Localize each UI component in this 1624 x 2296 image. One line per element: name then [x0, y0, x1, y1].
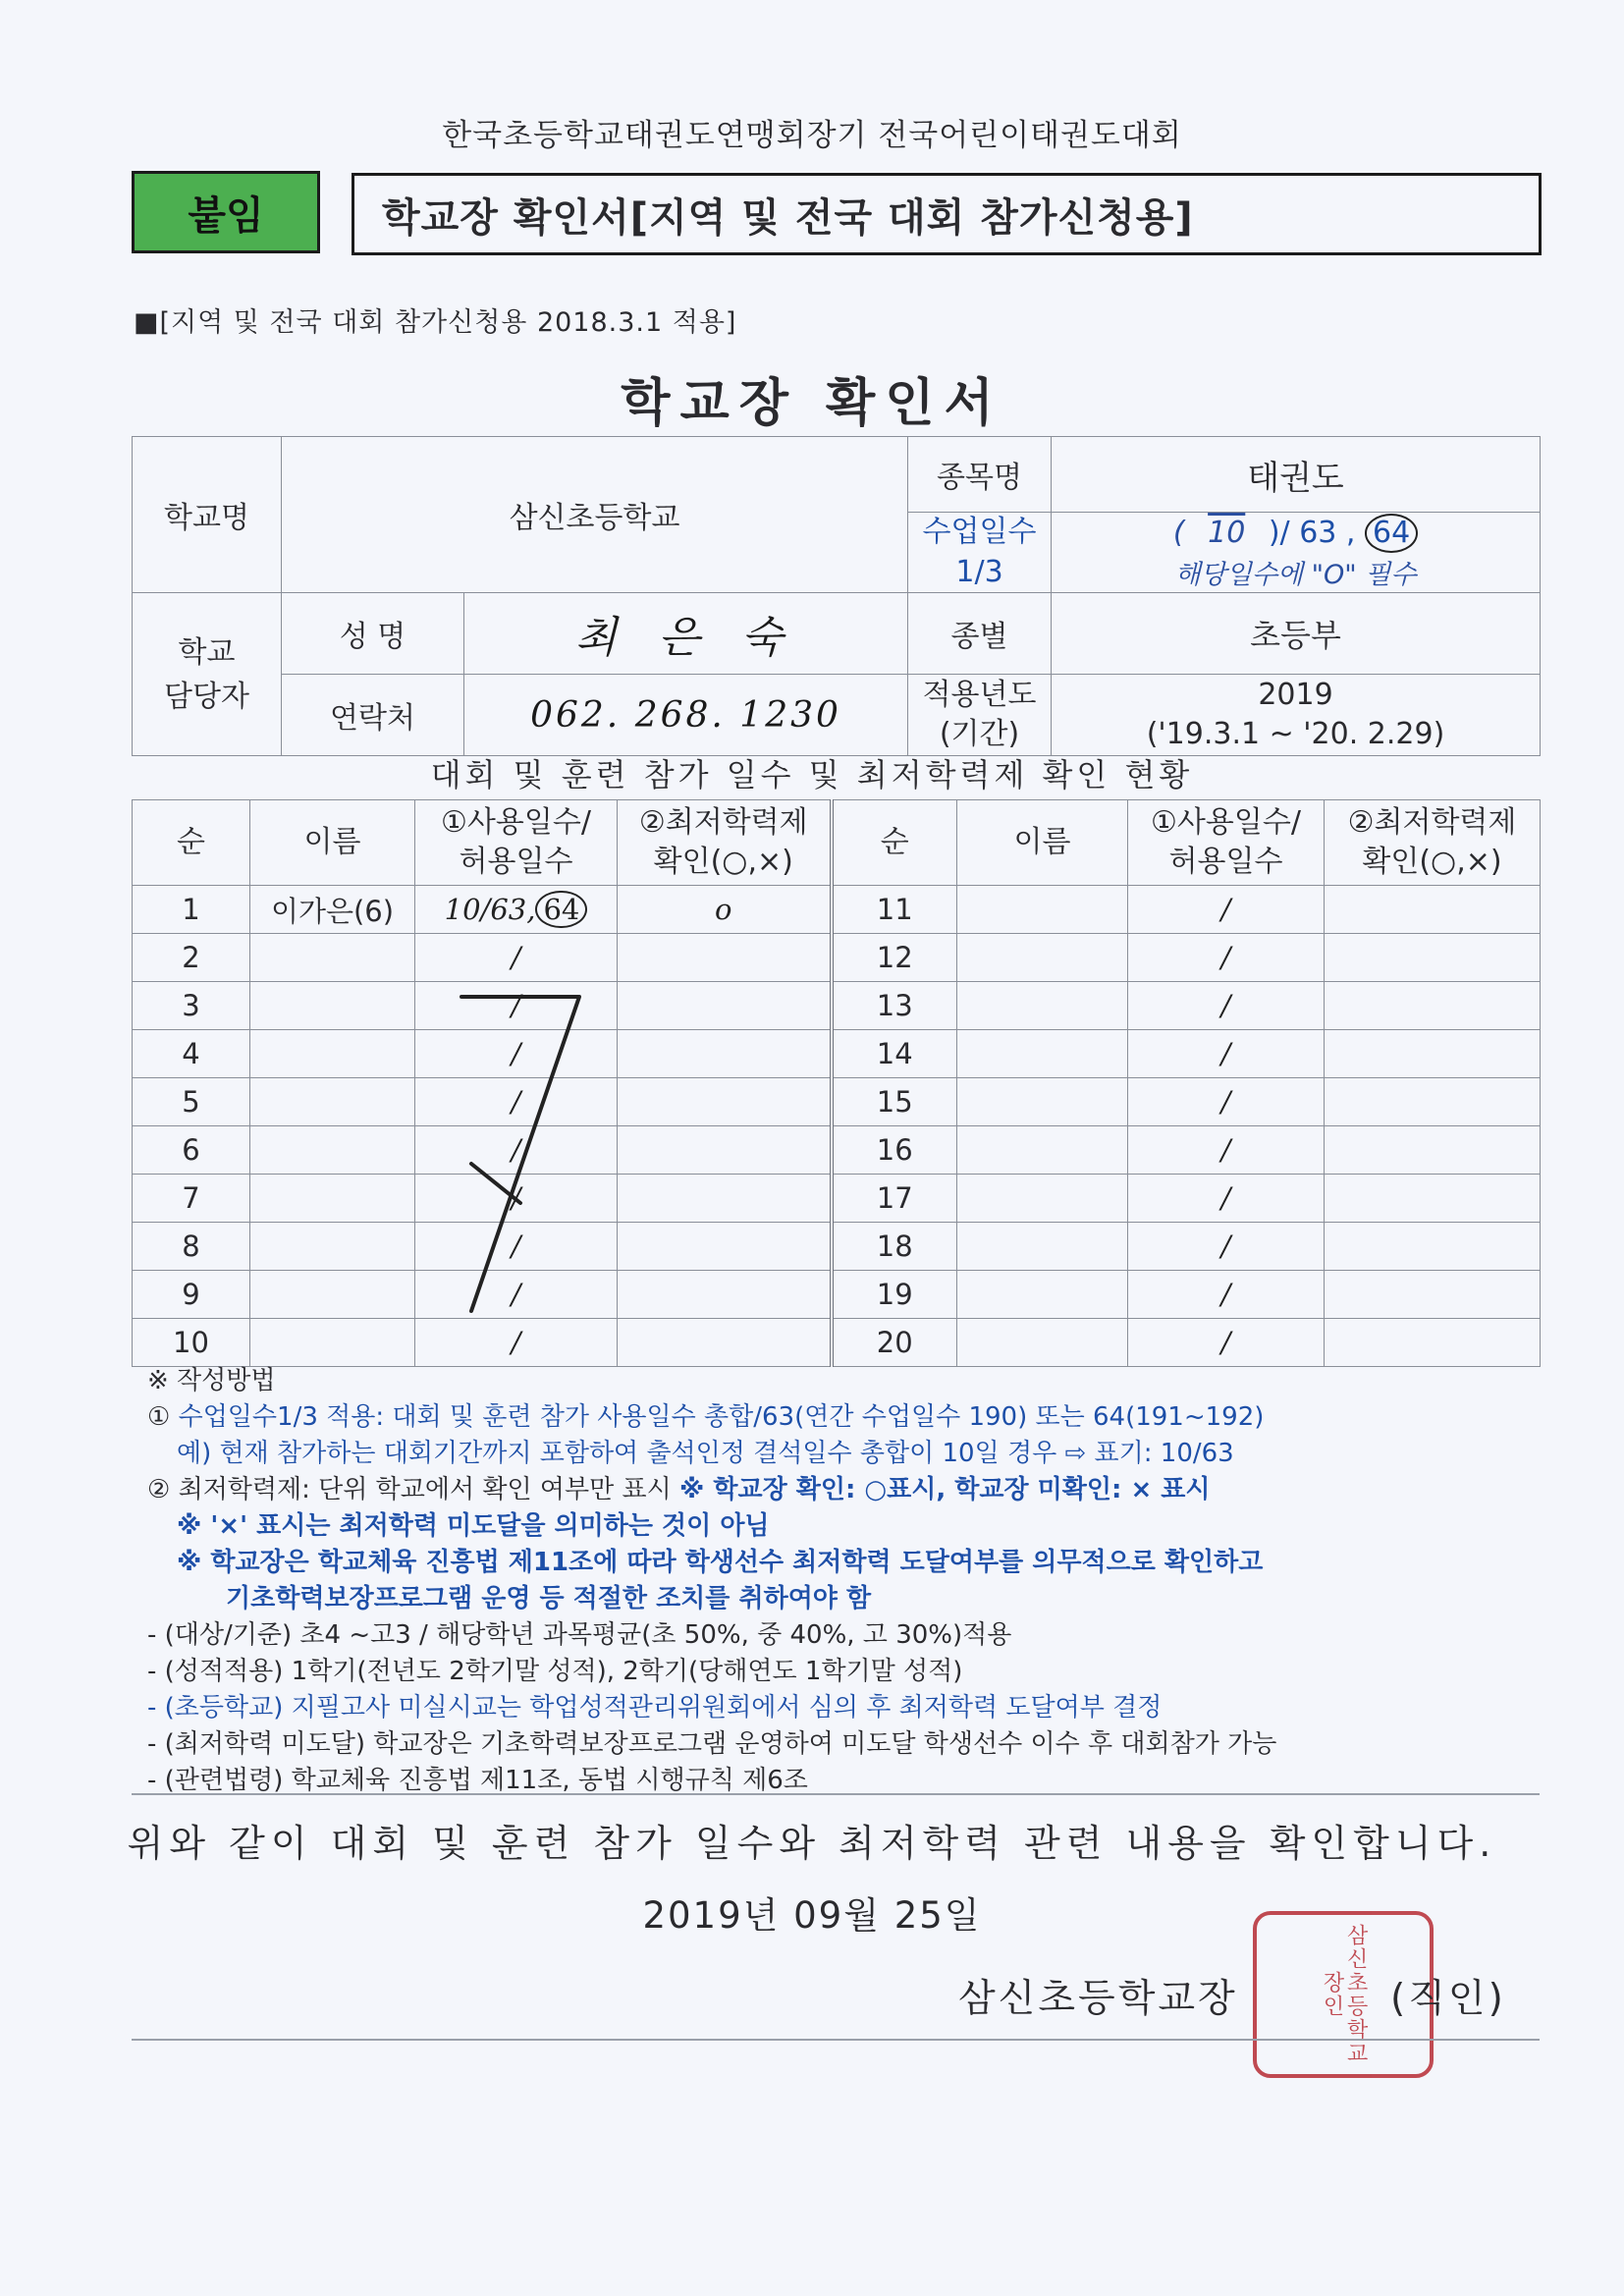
document-header: 한국초등학교태권도연맹회장기 전국어린이태권도대회	[442, 118, 1182, 153]
row-days-right: /	[1128, 1319, 1325, 1367]
header-name-right: 이름	[957, 800, 1128, 886]
row-check-right	[1325, 1030, 1541, 1078]
table-row	[133, 1319, 1541, 1367]
table-row	[133, 1078, 1541, 1126]
row-name-right	[957, 1030, 1128, 1078]
year-value-period: ('19.3.1 ~ '20. 2.29)	[1146, 717, 1445, 751]
school-name-value: 삼신초등학교	[282, 437, 908, 593]
name-label: 성 명	[282, 593, 464, 675]
row-no-right: 18	[832, 1223, 957, 1271]
year-value	[1052, 675, 1541, 756]
row-days-right: /	[1128, 934, 1325, 982]
header-days	[415, 800, 618, 886]
year-label-line2: (기간)	[939, 717, 1020, 751]
row-name	[250, 1126, 415, 1175]
header-min-line2: 확인(○,×)	[653, 845, 793, 879]
row-days-right: /	[1128, 1126, 1325, 1175]
row-days-text: /	[511, 1326, 521, 1359]
row-days-right: /	[1128, 982, 1325, 1030]
row-days-right: /	[1128, 886, 1325, 934]
bullet-3	[147, 1690, 1542, 1726]
row-days-text: /	[511, 941, 521, 974]
table-row	[133, 934, 1541, 982]
row-no: 9	[133, 1271, 250, 1319]
issue-date: 2019년 09월 25일	[642, 1894, 982, 1937]
class-days-label-line1: 수업일수	[922, 515, 1037, 549]
row-check-right	[1325, 1319, 1541, 1367]
note-4b: 기초학력보장프로그램 운영 등 적절한 조치를 취하여야 함	[226, 1584, 872, 1613]
row-no: 7	[133, 1175, 250, 1223]
event-label: 종목명	[908, 437, 1052, 513]
bullet-2: - (성적적용) 1학기(전년도 2학기말 성적), 2학기(당해연도 1학기말 성적)	[147, 1657, 963, 1686]
row-no-right: 12	[832, 934, 957, 982]
seal-text: 삼신초등학교장인	[1320, 1924, 1369, 2065]
note-4a: ※ 학교장은 학교체육 진흥법 제11조에 따라 학생선수 최저학력 도달여부를 의무적으로 확인하고	[177, 1548, 1264, 1577]
note-2-plain: 최저학력제: 단위 학교에서 확인 여부만 표시	[178, 1475, 672, 1504]
row-name-right	[957, 886, 1128, 934]
note-1a	[147, 1399, 1542, 1436]
header-name: 이름	[250, 800, 415, 886]
row-name-right	[957, 1078, 1128, 1126]
row-days-right: /	[1128, 1030, 1325, 1078]
row-check-right	[1325, 934, 1541, 982]
header-days-right	[1128, 800, 1325, 886]
note-1a-text: 수업일수1/3 적용: 대회 및 훈련 참가 사용일수 총합/63(연간 수업일수 190) 또는 64(191~192)	[178, 1402, 1265, 1432]
seal-label: (직인)	[1390, 1977, 1506, 2021]
table-row	[133, 1271, 1541, 1319]
table-row	[133, 1175, 1541, 1223]
row-no-right: 20	[832, 1319, 957, 1367]
row-check-right	[1325, 1223, 1541, 1271]
header-min-line1: ②최저학력제	[638, 804, 808, 840]
row-no: 6	[133, 1126, 250, 1175]
row-no-right: 11	[832, 886, 957, 934]
row-no: 8	[133, 1223, 250, 1271]
divider-line	[132, 1793, 1540, 1795]
instructions	[147, 1363, 1542, 1799]
table-row	[133, 886, 1541, 934]
note-1b: 예) 현재 참가하는 대회기간까지 포함하여 출석인정 결석일수 총합이 10일 경우 ⇨ 표기: 10/63	[177, 1439, 1234, 1468]
row-check	[618, 1319, 832, 1367]
row-name	[250, 934, 415, 982]
class-days-label-line2: 1/3	[955, 554, 1003, 589]
row-no: 2	[133, 934, 250, 982]
class-days-label	[908, 513, 1052, 593]
class-days-circled: 64	[1365, 514, 1418, 553]
row-name	[250, 1319, 415, 1367]
row-check-right	[1325, 1271, 1541, 1319]
class-days-handwritten: 10	[1208, 516, 1246, 550]
row-no: 5	[133, 1078, 250, 1126]
table-row	[133, 982, 1541, 1030]
participation-table	[132, 799, 1541, 1367]
note-2	[147, 1472, 1542, 1508]
row-check-right	[1325, 982, 1541, 1030]
attachment-badge: 붙임	[132, 171, 320, 253]
row-check-right	[1325, 886, 1541, 934]
row-no-right: 19	[832, 1271, 957, 1319]
row-name	[250, 1078, 415, 1126]
header-min-right-line1: ②최저학력제	[1347, 804, 1517, 840]
banner-title: 학교장 확인서[지역 및 전국 대회 참가신청용]	[352, 173, 1542, 255]
header-no-right: 순	[832, 800, 957, 886]
bullet-1: - (대상/기준) 초4 ~고3 / 해당학년 과목평균(초 50%, 중 40%, 고 30%)적용	[147, 1620, 1012, 1650]
header-min-right-line2: 확인(○,×)	[1362, 845, 1502, 879]
row-check-right	[1325, 1078, 1541, 1126]
row-name-right	[957, 1126, 1128, 1175]
header-min	[618, 800, 832, 886]
row-name: 이가은(6)	[250, 886, 415, 934]
row-days	[415, 886, 618, 934]
row-days-text: /	[511, 1278, 521, 1311]
row-days-text: /	[511, 1230, 521, 1263]
row-no-right: 13	[832, 982, 957, 1030]
row-days-text: /	[511, 1085, 521, 1119]
header-no: 순	[133, 800, 250, 886]
row-no-right: 14	[832, 1030, 957, 1078]
note-2-blue: ※ 학교장 확인: ○표시, 학교장 미확인: × 표시	[679, 1475, 1211, 1504]
manager-name-value: 최 은 숙	[464, 593, 908, 675]
row-check	[618, 1126, 832, 1175]
row-days-text: 10/63,	[444, 892, 536, 926]
row-name	[250, 982, 415, 1030]
confirmation-text: 위와 같이 대회 및 훈련 참가 일수와 최저학력 관련 내용을 확인합니다.	[127, 1822, 1497, 1865]
table-row	[133, 1223, 1541, 1271]
manager-label-line1: 학교	[178, 634, 236, 670]
row-name-right	[957, 1319, 1128, 1367]
school-name-label: 학교명	[133, 437, 282, 593]
year-label	[908, 675, 1052, 756]
class-days-value	[1052, 513, 1541, 593]
row-no-right: 15	[832, 1078, 957, 1126]
class-days-open: (	[1172, 516, 1185, 550]
row-name	[250, 1223, 415, 1271]
row-name-right	[957, 1175, 1128, 1223]
row-days-right: /	[1128, 1271, 1325, 1319]
row-no: 3	[133, 982, 250, 1030]
row-days-text: /	[511, 1133, 521, 1167]
bullet-5: - (관련법령) 학교체육 진흥법 제11조, 동법 시행규칙 제6조	[147, 1766, 808, 1795]
header-days-line2: 허용일수	[459, 845, 573, 879]
row-name	[250, 1030, 415, 1078]
row-check	[618, 1078, 832, 1126]
school-info-table	[132, 436, 1541, 756]
row-days-circled: 64	[535, 891, 587, 929]
row-check: o	[618, 886, 832, 934]
class-days-allowed: )/ 63 ,	[1268, 516, 1356, 550]
form-title: 학교장 확인서	[621, 374, 1003, 433]
notes-heading: ※ 작성방법	[147, 1366, 276, 1395]
row-name-right	[957, 934, 1128, 982]
row-days-right: /	[1128, 1223, 1325, 1271]
contact-label: 연락처	[282, 675, 464, 756]
row-days-text: /	[511, 989, 521, 1022]
manager-label	[133, 593, 282, 756]
row-no: 1	[133, 886, 250, 934]
row-check	[618, 1175, 832, 1223]
signature-school: 삼신초등학교장	[958, 1977, 1238, 2021]
table-row	[133, 1030, 1541, 1078]
header-days-right-line1: ①사용일수/	[1151, 804, 1301, 840]
class-days-note: 해당일수에 "O" 필수	[1174, 560, 1417, 590]
note-1-mark: ①	[147, 1402, 171, 1432]
row-check	[618, 982, 832, 1030]
row-days-text: /	[511, 1181, 521, 1215]
year-label-line1: 적용년도	[922, 677, 1037, 712]
category-value: 초등부	[1052, 593, 1541, 675]
row-no-right: 16	[832, 1126, 957, 1175]
section-title: 대회 및 훈련 참가 일수 및 최저학력제 확인 현황	[430, 756, 1194, 793]
table-row	[133, 1126, 1541, 1175]
row-days-right: /	[1128, 1175, 1325, 1223]
row-check	[618, 1271, 832, 1319]
handwritten-strike-mark	[432, 967, 609, 1321]
row-name	[250, 1271, 415, 1319]
manager-label-line2: 담당자	[164, 679, 249, 714]
row-days	[415, 1319, 618, 1367]
reference-note: ■[지역 및 전국 대회 참가신청용 2018.3.1 적용]	[134, 307, 737, 338]
row-days-text: /	[511, 1037, 521, 1070]
note-2-mark: ②	[147, 1475, 171, 1504]
row-check	[618, 1223, 832, 1271]
row-name-right	[957, 1271, 1128, 1319]
year-value-year: 2019	[1258, 677, 1333, 712]
header-min-right	[1325, 800, 1541, 886]
row-check-right	[1325, 1126, 1541, 1175]
table-header-row	[133, 800, 1541, 886]
header-days-line1: ①사용일수/	[441, 804, 591, 840]
row-no-right: 17	[832, 1175, 957, 1223]
row-check-right	[1325, 1175, 1541, 1223]
row-check	[618, 1030, 832, 1078]
header-days-right-line2: 허용일수	[1168, 845, 1283, 879]
row-check	[618, 934, 832, 982]
note-3: ※ '×' 표시는 최저학력 미도달을 의미하는 것이 아님	[177, 1511, 770, 1541]
contact-value: 062. 268. 1230	[464, 675, 908, 756]
row-name-right	[957, 1223, 1128, 1271]
bottom-divider-line	[132, 2039, 1540, 2041]
row-no: 10	[133, 1319, 250, 1367]
bullet-4: - (최저학력 미도달) 학교장은 기초학력보장프로그램 운영하여 미도달 학생선수 이수 후 대회참가 가능	[147, 1729, 1277, 1759]
row-days-right: /	[1128, 1078, 1325, 1126]
row-name	[250, 1175, 415, 1223]
category-label: 종별	[908, 593, 1052, 675]
event-value: 태권도	[1052, 437, 1541, 513]
row-name-right	[957, 982, 1128, 1030]
row-no: 4	[133, 1030, 250, 1078]
bullet-3-text: - (초등학교) 지필고사 미실시교는 학업성적관리위원회에서 심의 후 최저학력 도달여부 결정	[147, 1693, 1163, 1722]
